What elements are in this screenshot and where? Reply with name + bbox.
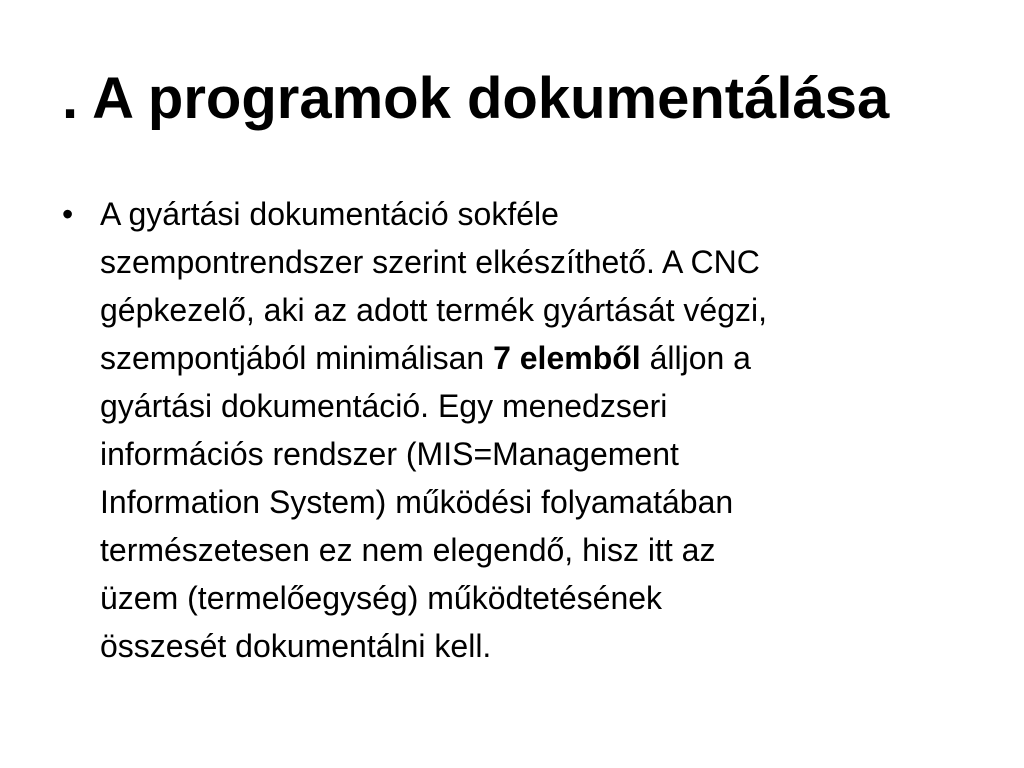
bullet-marker: • bbox=[62, 196, 74, 232]
bullet-line-3: gépkezelő, aki az adott termék gyártását végzi, bbox=[100, 292, 768, 328]
bullet-line-2: szempontrendszer szerint elkészíthető. A CNC bbox=[100, 244, 760, 280]
emphasis-text: 7 elemből bbox=[493, 340, 641, 376]
bullet-text bbox=[100, 190, 990, 670]
bullet-line-8: természetesen ez nem elegendő, hisz itt az bbox=[100, 532, 716, 568]
bullet-line-10: összesét dokumentálni kell. bbox=[100, 628, 492, 664]
bullet-line-9: üzem (termelőegység) működtetésének bbox=[100, 580, 663, 616]
bullet-line-4 bbox=[100, 334, 990, 382]
bullet-line-1: A gyártási dokumentáció sokféle bbox=[100, 196, 559, 232]
bullet-line-6: információs rendszer (MIS=Management bbox=[100, 436, 679, 472]
slide-title: . A programok dokumentálása bbox=[62, 66, 890, 131]
bullet-line-7: Information System) működési folyamatában bbox=[100, 484, 734, 520]
bullet-line-4-before: szempontjából minimálisan bbox=[100, 340, 494, 376]
bullet-line-4-after: álljon a bbox=[640, 340, 751, 376]
bullet-line-5: gyártási dokumentáció. Egy menedzseri bbox=[100, 388, 668, 424]
